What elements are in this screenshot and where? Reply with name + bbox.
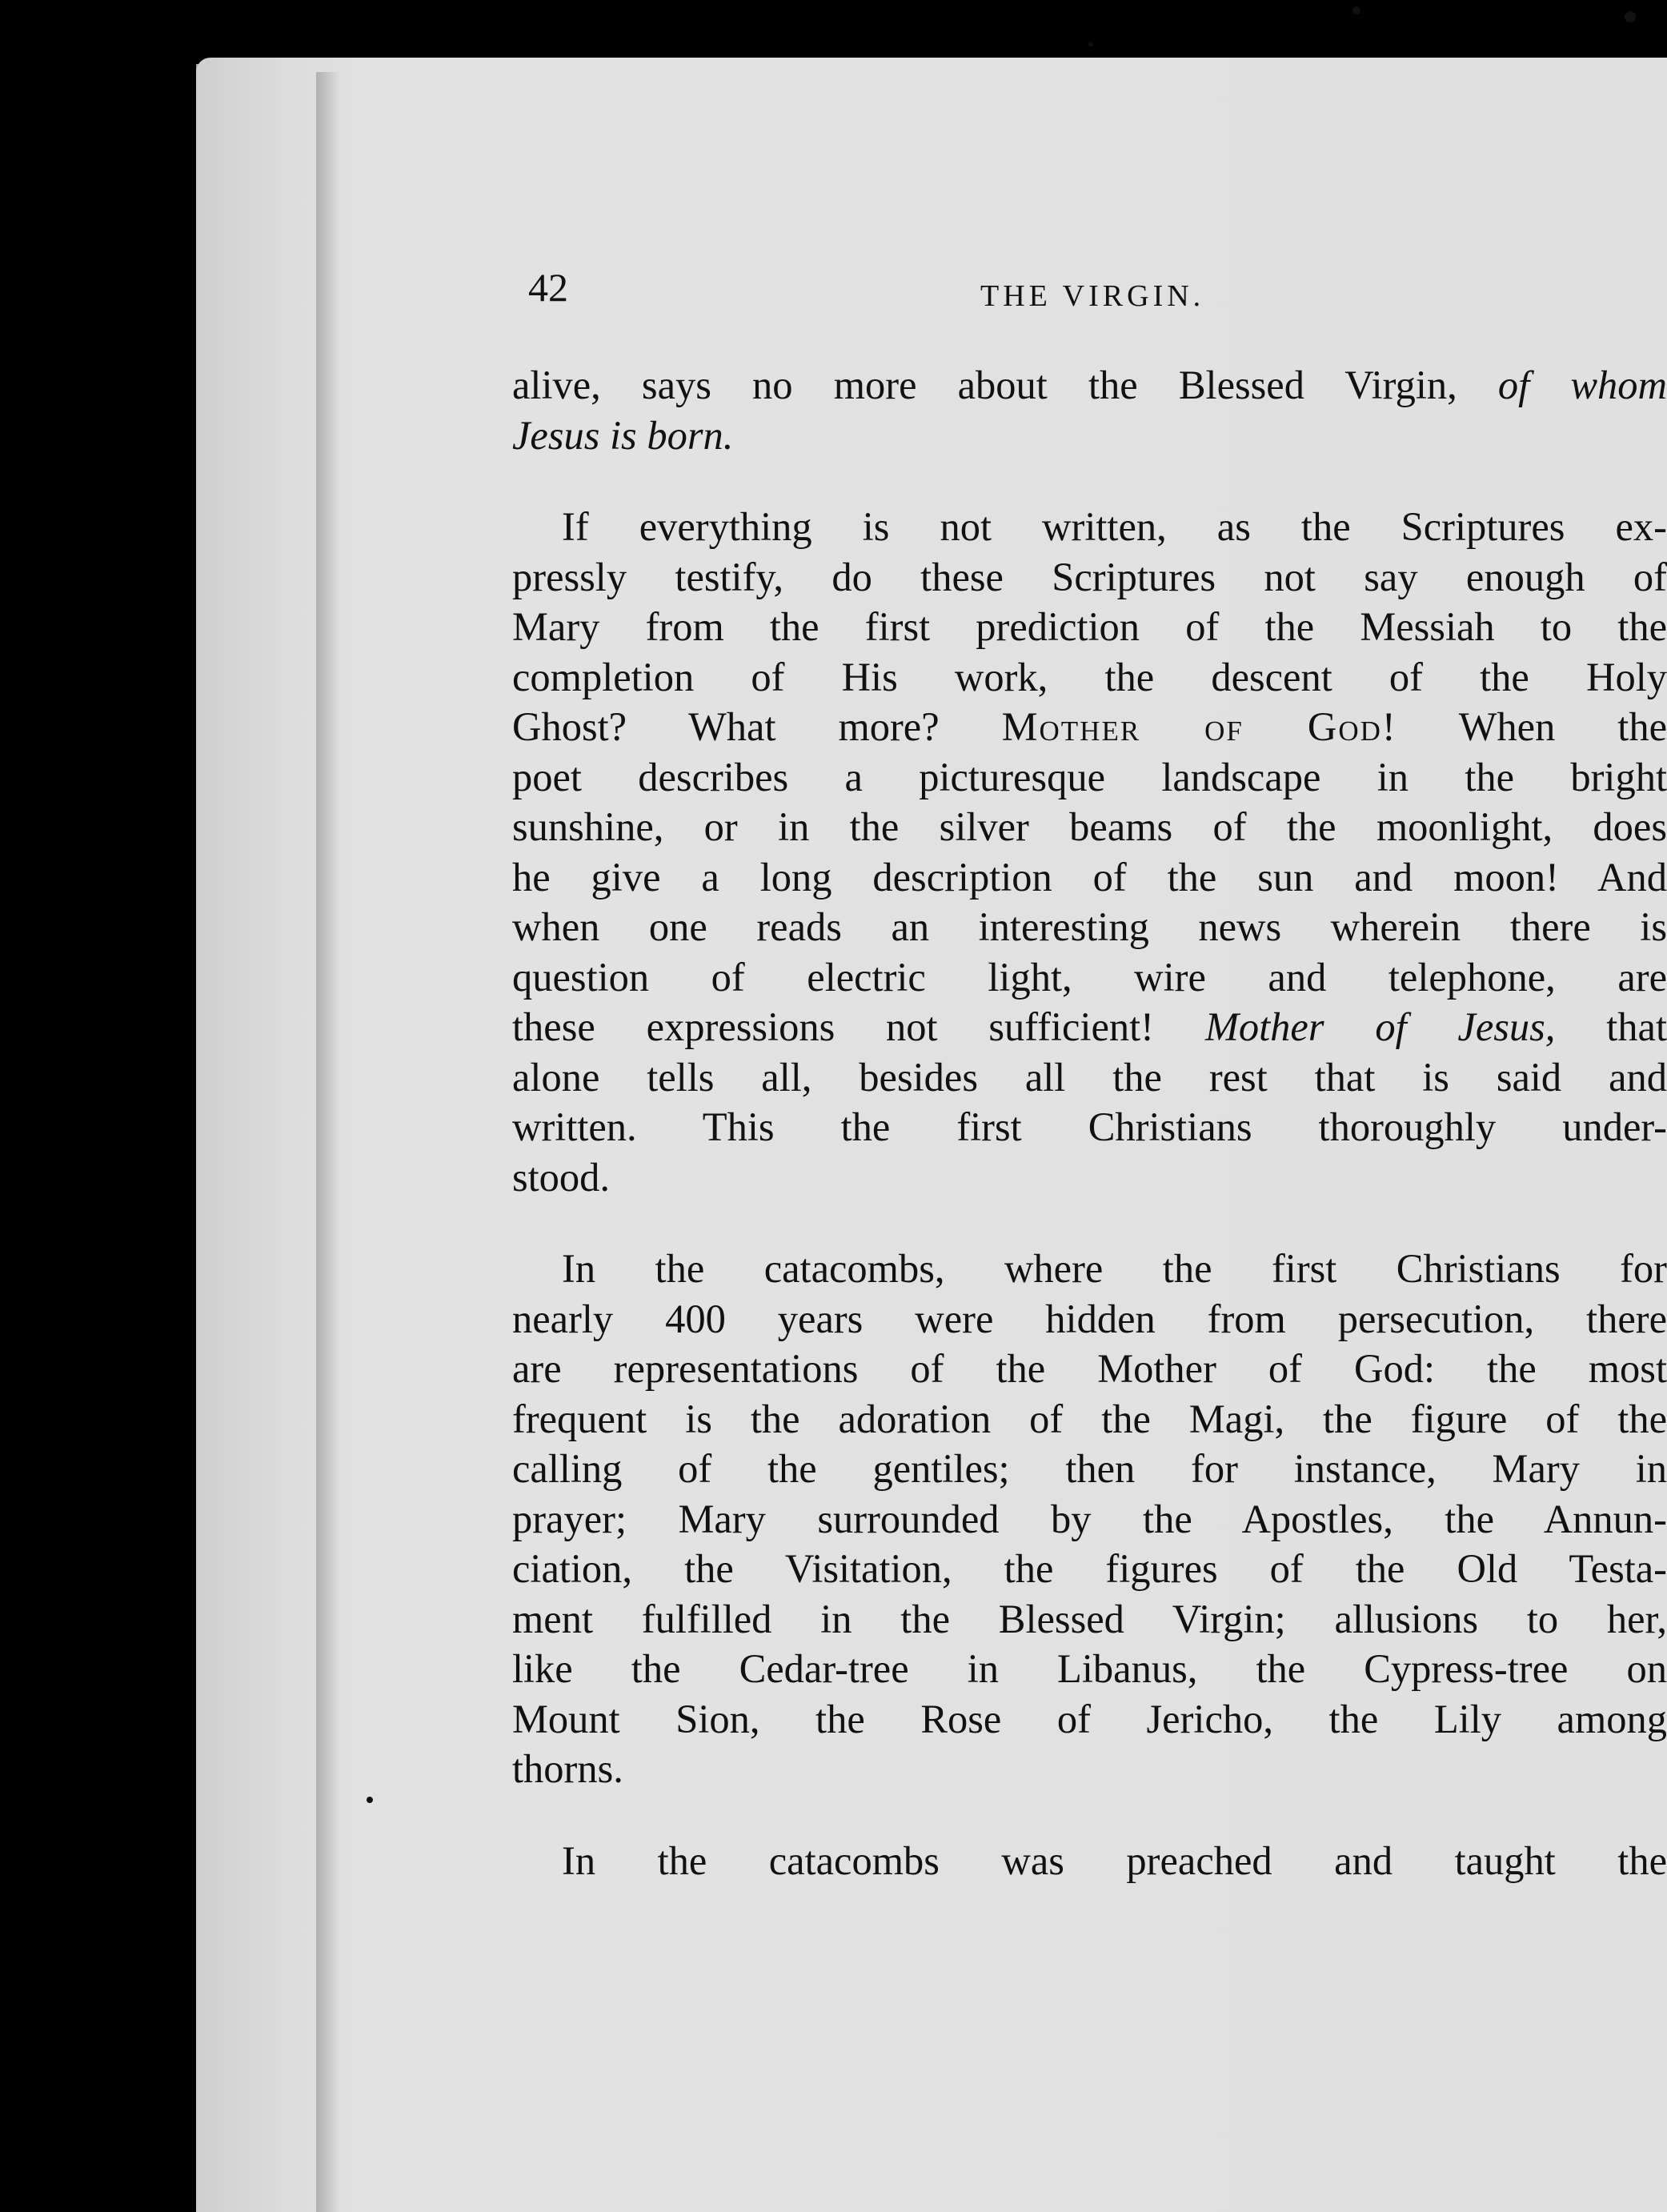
text-line: frequent is the adoration of the Magi, the figure of the <box>512 1396 1667 1441</box>
paragraph <box>512 502 1667 1202</box>
line-text: Ghost? What more? <box>512 704 1002 749</box>
text-line: he give a long description of the sun and moon! And <box>512 854 1667 900</box>
text-line <box>512 702 1667 752</box>
text-line: like the Cedar-tree in Libanus, the Cypress-tree on <box>512 1646 1667 1691</box>
text-line: Mount Sion, the Rose of Jericho, the Lily among <box>512 1696 1667 1741</box>
line-text: these expressions not sufficient! <box>512 1004 1205 1049</box>
text-line <box>512 1002 1667 1052</box>
page-header <box>528 264 1667 320</box>
italic-phrase: Jesus is born. <box>512 412 734 458</box>
text-line: Mary from the first prediction of the Messiah to the <box>512 604 1667 649</box>
text-line: stood. <box>512 1154 611 1200</box>
scan-speck <box>367 1797 373 1803</box>
text-line: pressly testify, do these Scriptures not say enough of <box>512 554 1667 599</box>
line-text: that <box>1555 1004 1667 1049</box>
line-text: When the <box>1397 704 1667 749</box>
paragraph <box>512 360 1667 460</box>
text-line: ment fulfilled in the Blessed Virgin; allusions to her, <box>512 1596 1667 1641</box>
text-line: In the catacombs was preached and taught the <box>562 1837 1667 1883</box>
text-line: sunshine, or in the silver beams of the moonlight, does <box>512 804 1667 849</box>
scan-speck <box>1352 6 1360 14</box>
text-line <box>512 360 1667 411</box>
scan-speck <box>1625 11 1636 22</box>
text-line: are representations of the Mother of God: the most <box>512 1346 1667 1391</box>
page-number: 42 <box>528 265 568 310</box>
text-line: thorns. <box>512 1746 623 1791</box>
body-text <box>512 360 1667 1927</box>
paragraph <box>512 1836 1667 1886</box>
line-text: alive, says no more about the Blessed Virgin, <box>512 363 1498 407</box>
text-line: calling of the gentiles; then for instance, Mary in <box>512 1446 1667 1491</box>
text-line: when one reads an interesting news wherein there is <box>512 904 1667 949</box>
text-line: In the catacombs, where the first Christians for <box>562 1246 1667 1291</box>
text-line: alone tells all, besides all the rest that is said and <box>512 1054 1667 1100</box>
small-caps-phrase: Mother of God! <box>1001 704 1397 749</box>
text-line <box>512 411 1667 461</box>
italic-phrase: of whom <box>1497 363 1667 407</box>
running-head: THE VIRGIN. <box>980 279 1205 313</box>
text-line: question of electric light, wire and telephone, are <box>512 954 1667 1000</box>
scan-speck <box>1088 42 1093 46</box>
text-line: ciation, the Visitation, the figures of the Old Testa- <box>512 1546 1667 1591</box>
paragraph <box>512 1244 1667 1794</box>
text-line: written. This the first Christians thoroughly under- <box>512 1104 1667 1149</box>
text-line: nearly 400 years were hidden from persecution, there <box>512 1296 1667 1341</box>
gutter-shadow <box>316 72 340 2212</box>
text-line: prayer; Mary surrounded by the Apostles, the Annun- <box>512 1496 1667 1541</box>
italic-phrase: Mother of Jesus, <box>1204 1004 1556 1049</box>
text-line: If everything is not written, as the Scriptures ex- <box>562 504 1667 549</box>
text-line: poet describes a picturesque landscape in the bright <box>512 754 1667 799</box>
text-line: completion of His work, the descent of the Holy <box>512 654 1667 699</box>
